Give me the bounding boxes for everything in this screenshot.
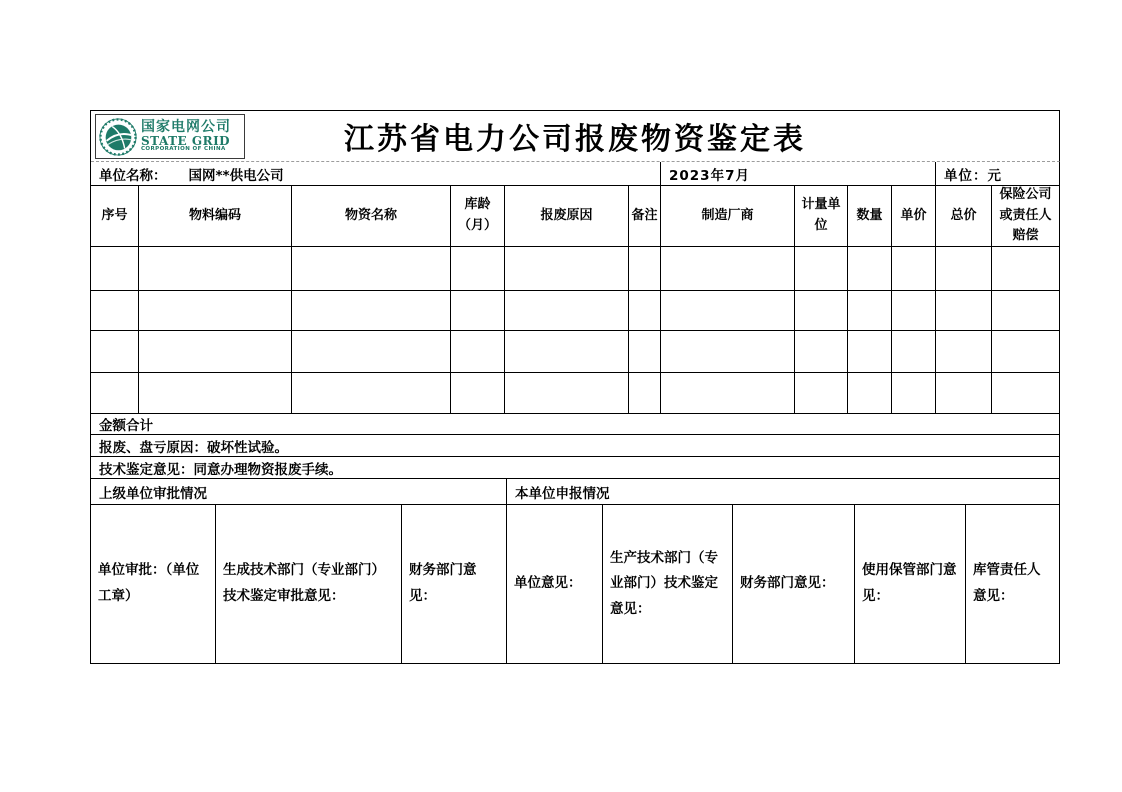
col-header-storage-age: 库龄（月）	[451, 186, 505, 247]
finance-opinion-superior-cell: 财务部门意见：	[402, 505, 507, 664]
empty-data-cell	[992, 247, 1060, 291]
custody-dept-opinion-cell: 使用保管部门意见：	[855, 505, 966, 664]
empty-data-cell	[892, 331, 936, 373]
empty-data-cell	[936, 247, 992, 291]
col-header-manufacturer: 制造厂商	[661, 186, 795, 247]
empty-data-cell	[848, 247, 892, 291]
state-grid-logo-text	[141, 120, 231, 153]
empty-data-cell	[451, 331, 505, 373]
empty-data-cell	[661, 331, 795, 373]
empty-data-cell	[629, 373, 661, 414]
col-header-scrap-reason: 报废原因	[505, 186, 629, 247]
empty-data-cell	[292, 247, 451, 291]
col-header-total-price: 总价	[936, 186, 992, 247]
empty-data-cell	[936, 291, 992, 331]
empty-data-cell	[661, 291, 795, 331]
empty-data-cell	[936, 331, 992, 373]
empty-data-cell	[992, 373, 1060, 414]
empty-data-cell	[795, 331, 848, 373]
logo-subtitle-en: CORPORATION OF CHINA	[141, 146, 226, 153]
empty-data-cell	[451, 291, 505, 331]
empty-data-cell	[795, 247, 848, 291]
tech-opinion-row: 技术鉴定意见：同意办理物资报废手续。	[91, 457, 1060, 479]
report-month-cell: 2023年7月	[661, 162, 936, 186]
empty-data-cell	[661, 247, 795, 291]
col-header-unit-price: 单价	[892, 186, 936, 247]
empty-data-cell	[292, 331, 451, 373]
empty-data-cell	[505, 247, 629, 291]
empty-data-cell	[139, 247, 292, 291]
empty-data-cell	[91, 291, 139, 331]
empty-data-cell	[451, 247, 505, 291]
logo-name-en: STATE GRID	[141, 133, 231, 148]
empty-data-cell	[91, 331, 139, 373]
page-title: 江苏省电力公司报废物资鉴定表	[344, 122, 806, 157]
appraisal-form-table	[90, 110, 1060, 664]
empty-data-cell	[992, 331, 1060, 373]
state-grid-emblem-icon	[99, 118, 137, 156]
empty-data-cell	[629, 247, 661, 291]
empty-data-cell	[505, 291, 629, 331]
amount-total-row: 金额合计	[91, 414, 1060, 435]
superior-section-header: 上级单位审批情况	[91, 479, 507, 505]
unit-approval-cell: 单位审批：（单位工章）	[91, 505, 216, 664]
production-tech-opinion-cell: 生产技术部门（专业部门）技术鉴定意见：	[603, 505, 733, 664]
unit-name-label: 单位名称：	[99, 167, 167, 184]
unit-name-value: 国网**供电公司	[188, 167, 284, 184]
empty-data-cell	[91, 247, 139, 291]
logo-name-cn: 国家电网公司	[141, 118, 231, 135]
scrap-reason-row: 报废、盘亏原因：破坏性试验。	[91, 435, 1060, 457]
unit-name-cell	[91, 162, 661, 186]
empty-data-cell	[795, 373, 848, 414]
warehouse-keeper-opinion-cell: 库管责任人意见：	[966, 505, 1060, 664]
empty-data-cell	[892, 247, 936, 291]
col-header-remarks: 备注	[629, 186, 661, 247]
col-header-material-name: 物资名称	[292, 186, 451, 247]
unit-opinion-cell: 单位意见：	[507, 505, 603, 664]
empty-data-cell	[629, 331, 661, 373]
empty-data-cell	[661, 373, 795, 414]
empty-data-cell	[892, 291, 936, 331]
empty-data-cell	[848, 373, 892, 414]
empty-data-cell	[629, 291, 661, 331]
empty-data-cell	[451, 373, 505, 414]
empty-data-cell	[892, 373, 936, 414]
currency-unit-cell: 单位：元	[936, 162, 1060, 186]
empty-data-cell	[139, 373, 292, 414]
empty-data-cell	[848, 291, 892, 331]
col-header-measure-unit: 计量单位	[795, 186, 848, 247]
empty-data-cell	[139, 331, 292, 373]
tech-dept-approval-cell: 生成技术部门（专业部门）技术鉴定审批意见：	[216, 505, 402, 664]
local-section-header: 本单位申报情况	[507, 479, 1060, 505]
empty-data-cell	[936, 373, 992, 414]
empty-data-cell	[505, 331, 629, 373]
finance-opinion-local-cell: 财务部门意见：	[733, 505, 855, 664]
state-grid-logo	[95, 114, 245, 159]
form-title-row	[91, 111, 1060, 162]
empty-data-cell	[91, 373, 139, 414]
empty-data-cell	[139, 291, 292, 331]
empty-data-cell	[992, 291, 1060, 331]
col-header-quantity: 数量	[848, 186, 892, 247]
empty-data-cell	[292, 373, 451, 414]
col-header-material-code: 物料编码	[139, 186, 292, 247]
col-header-seq: 序号	[91, 186, 139, 247]
empty-data-cell	[505, 373, 629, 414]
empty-data-cell	[292, 291, 451, 331]
empty-data-cell	[795, 291, 848, 331]
col-header-insurance-compensation: 保险公司或责任人赔偿	[992, 186, 1060, 247]
empty-data-cell	[848, 331, 892, 373]
